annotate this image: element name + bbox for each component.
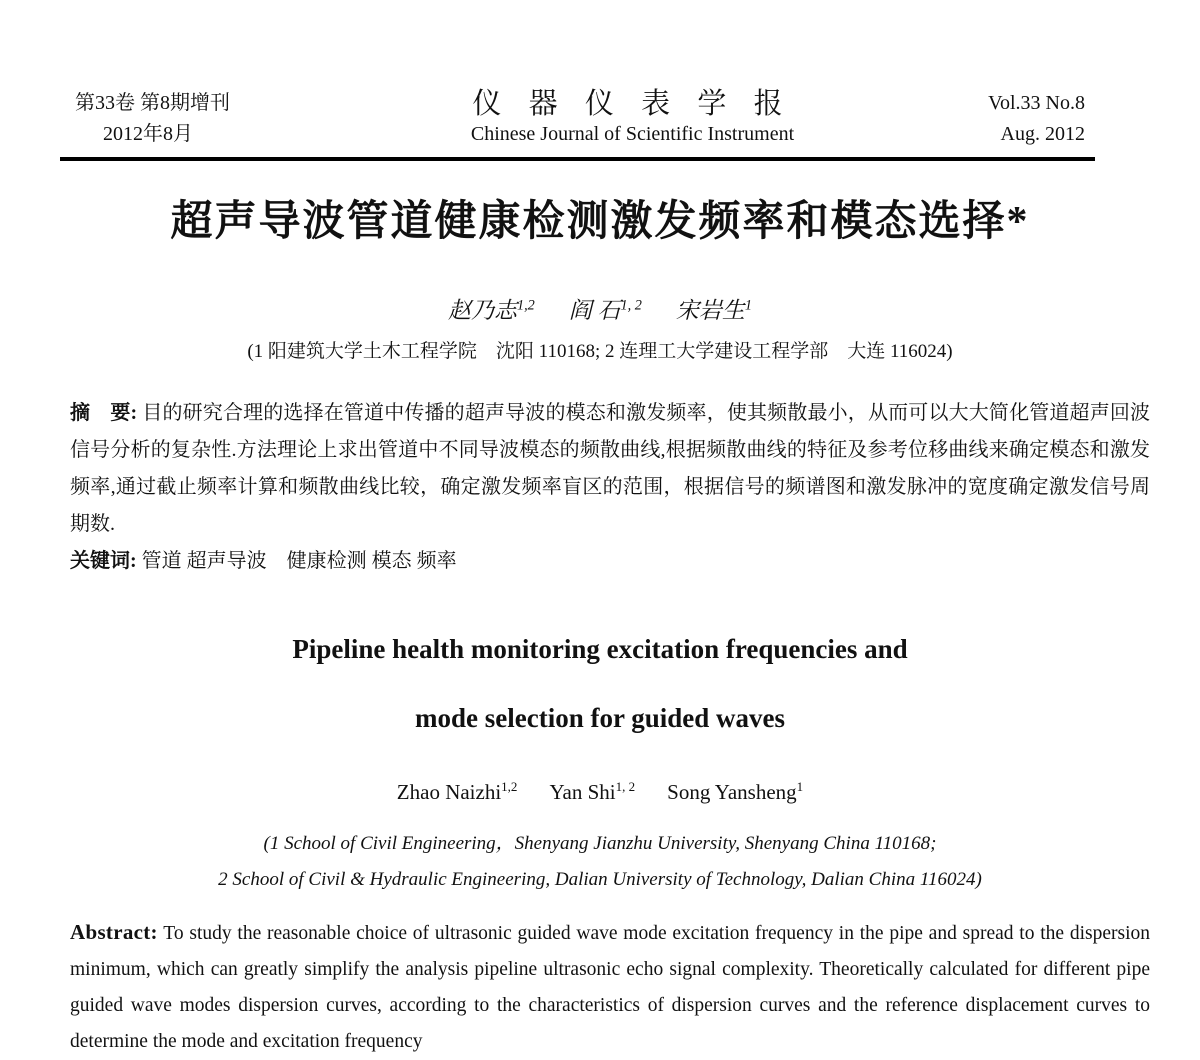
journal-header bbox=[0, 0, 1200, 150]
author-name: 阎 石$^{1, 2}$ bbox=[568, 297, 642, 323]
issue-date-cn: 2012年8月 bbox=[103, 123, 193, 145]
journal-name-block bbox=[330, 88, 935, 148]
header-volume-block bbox=[935, 88, 1085, 150]
journal-name-en: Chinese Journal of Scientific Instrument bbox=[470, 123, 795, 145]
abstract-label-en: Abstract: bbox=[70, 920, 158, 944]
affiliation-en-line2: 2 School of Civil & Hydraulic Engineering, Dalian University of Technology, Dalian China 116024) bbox=[218, 869, 982, 890]
author-name: 赵乃志$^{1,2}$ bbox=[447, 297, 535, 323]
volume-issue-en: Vol.33 No.8 bbox=[988, 92, 1085, 114]
issue-date-en: Aug. 2012 bbox=[1000, 123, 1085, 145]
authors-en bbox=[0, 778, 1200, 806]
journal-name-cn: 仪 器 仪 表 学 报 bbox=[472, 88, 793, 120]
author-name: Yan Shi$^{1, 2}$ bbox=[549, 779, 636, 804]
authors-cn bbox=[0, 296, 1200, 326]
article-title-en-line1: Pipeline health monitoring excitation frequencies and bbox=[292, 634, 908, 664]
volume-issue-cn: 第33卷 第8期增刊 bbox=[75, 92, 230, 114]
keywords-cn bbox=[70, 543, 1150, 580]
abstract-cn bbox=[70, 395, 1150, 543]
affiliation-en-line1: (1 School of Civil Engineering，Shenyang Jianzhu University, Shenyang China 110168; bbox=[263, 833, 937, 854]
author-name: 宋岩生$^1$ bbox=[675, 297, 753, 323]
author-name: Song Yansheng$^1$ bbox=[667, 779, 804, 804]
header-divider-rule bbox=[60, 157, 1095, 161]
affiliation-cn: (1 阳建筑大学土木工程学院 沈阳 110168; 2 连理工大学建设工程学部 大连 116024) bbox=[247, 341, 953, 362]
abstract-en bbox=[70, 914, 1150, 1060]
abstract-label-cn: 摘 要: bbox=[70, 402, 138, 424]
article-title-cn: 超声导波管道健康检测激发频率和模态选择* bbox=[170, 199, 1030, 245]
abstract-text-cn: 目的研究合理的选择在管道中传播的超声导波的模态和激发频率，使其频散最小，从而可以大大简化管道超声回波信号分析的复杂性.方法理论上求出管道中不同导波模态的频散曲线,根据频散曲线的特征及参考位移曲线来确定模态和激发频率,通过截止频率计算和频散曲线比较，确定激发频率盲区的范围，根据信号的频谱图和激发脉冲的宽度确定激发信号周期数. bbox=[70, 402, 1151, 535]
keywords-text-cn: 管道 超声导波 健康检测 模态 频率 bbox=[141, 550, 457, 572]
article-title-en-line2: mode selection for guided waves bbox=[415, 703, 785, 733]
author-name: Zhao Naizhi$^{1,2}$ bbox=[396, 779, 518, 804]
keywords-label-cn: 关键词: bbox=[70, 550, 137, 572]
header-issue-block bbox=[75, 88, 330, 150]
abstract-text-en: To study the reasonable choice of ultrasonic guided wave mode excitation frequency in the pipe and spread to the dispersion minimum, which can greatly simplify the analysis pipeline ultrasonic echo signal complexity. Theoretically calculated for different pipe guided wave modes dispersion curves, according to the characteristics of dispersion curves and the reference displacement curves to determine the mode and excitation frequency bbox=[70, 923, 1150, 1052]
